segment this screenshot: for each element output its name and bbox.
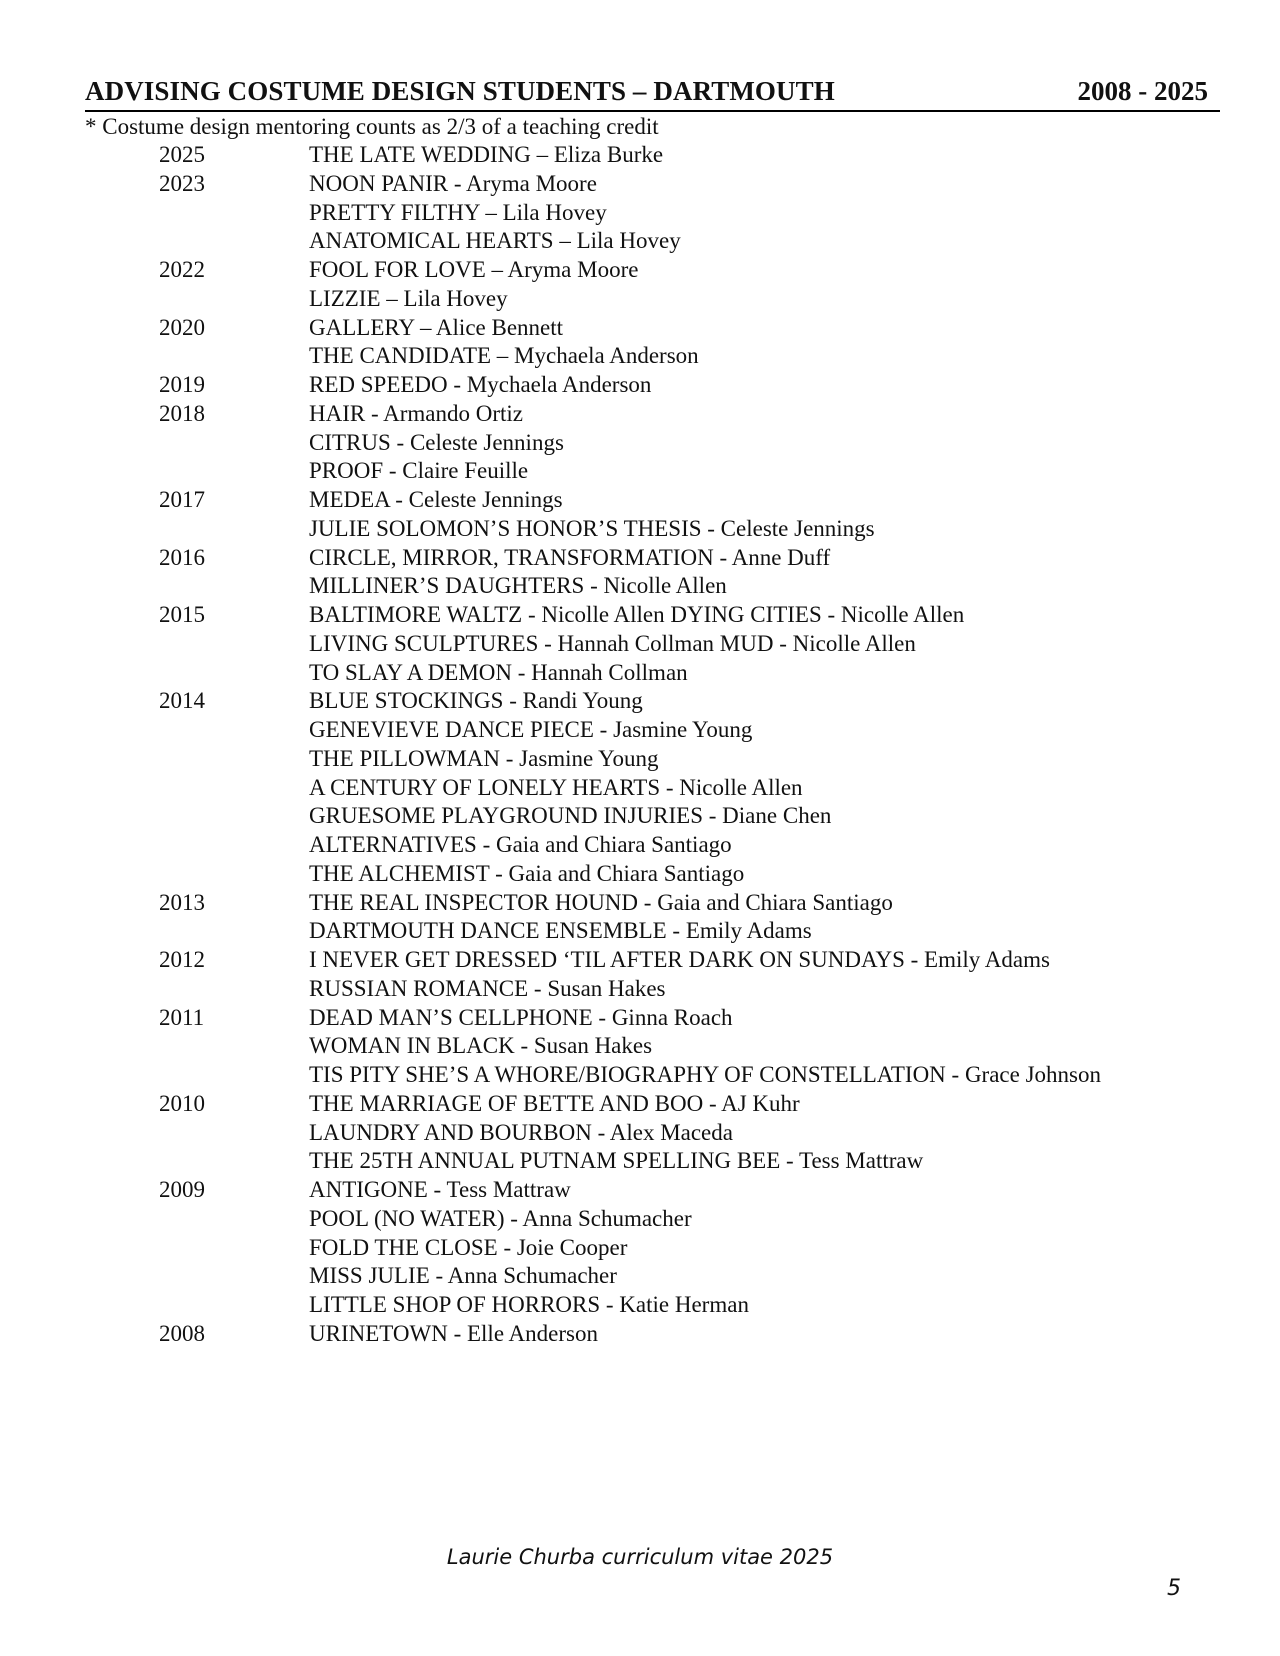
entry-year: 2010: [159, 1090, 205, 1116]
entry-production: DARTMOUTH DANCE ENSEMBLE - Emily Adams: [309, 918, 812, 944]
list-item: [0, 227, 1280, 256]
list-item: [0, 342, 1280, 371]
list-item: [0, 314, 1280, 343]
list-item: [0, 975, 1280, 1004]
entry-production: CITRUS - Celeste Jennings: [309, 429, 564, 455]
entry-production: ALTERNATIVES - Gaia and Chiara Santiago: [309, 832, 732, 857]
list-item: [0, 774, 1280, 803]
entry-production: FOOL FOR LOVE – Aryma Moore: [309, 257, 639, 282]
entry-production: LITTLE SHOP OF HORRORS - Katie Herman: [309, 1292, 749, 1317]
entry-production: GENEVIEVE DANCE PIECE - Jasmine Young: [309, 717, 753, 742]
list-item: [0, 515, 1280, 544]
list-item: [0, 486, 1280, 515]
entry-year: 2025: [159, 142, 205, 167]
list-item: [0, 1061, 1280, 1090]
entry-year: 2013: [159, 889, 205, 915]
entry-production: THE PILLOWMAN - Jasmine Young: [309, 745, 659, 771]
list-item: [0, 687, 1280, 716]
list-item: [0, 371, 1280, 400]
entry-production: DEAD MAN’S CELLPHONE - Ginna Roach: [309, 1004, 733, 1030]
entry-year: 2017: [159, 487, 205, 512]
entry-production: POOL (NO WATER) - Anna Schumacher: [309, 1205, 692, 1231]
entry-production: FOLD THE CLOSE - Joie Cooper: [309, 1234, 628, 1260]
entry-production: I NEVER GET DRESSED ‘TIL AFTER DARK ON SUNDAYS - Emily Adams: [309, 947, 1050, 972]
list-item: [0, 659, 1280, 688]
entry-year: 2019: [159, 372, 205, 397]
entry-production: LAUNDRY AND BOURBON - Alex Maceda: [309, 1119, 733, 1145]
entry-production: RUSSIAN ROMANCE - Susan Hakes: [309, 975, 666, 1001]
entry-production: THE ALCHEMIST - Gaia and Chiara Santiago: [309, 860, 745, 886]
entry-production: THE REAL INSPECTOR HOUND - Gaia and Chiara Santiago: [309, 889, 893, 915]
entry-year: 2023: [159, 170, 205, 196]
list-item: [0, 1176, 1280, 1205]
list-item: [0, 1004, 1280, 1033]
entry-production: NOON PANIR - Aryma Moore: [309, 170, 597, 196]
entry-production: THE MARRIAGE OF BETTE AND BOO - AJ Kuhr: [309, 1090, 800, 1116]
entry-production: HAIR - Armando Ortiz: [309, 400, 523, 426]
entry-production: LIZZIE – Lila Hovey: [309, 285, 508, 311]
entry-production: GALLERY – Alice Bennett: [309, 314, 564, 340]
list-item: [0, 170, 1280, 199]
list-item: [0, 946, 1280, 975]
entry-production: TO SLAY A DEMON - Hannah Collman: [309, 659, 688, 685]
entry-production: LIVING SCULPTURES - Hannah Collman MUD - Nicolle Allen: [309, 630, 916, 656]
entry-year: 2012: [159, 947, 205, 972]
entry-production: URINETOWN - Elle Anderson: [309, 1320, 598, 1346]
list-item: [0, 256, 1280, 285]
advising-list: [0, 141, 1280, 1349]
list-item: [0, 1205, 1280, 1234]
list-item: [0, 429, 1280, 458]
list-item: [0, 831, 1280, 860]
section-title: ADVISING COSTUME DESIGN STUDENTS – DARTMOUTH: [85, 76, 835, 106]
list-item: [0, 544, 1280, 573]
entry-production: MILLINER’S DAUGHTERS - Nicolle Allen: [309, 573, 727, 599]
entry-production: ANTIGONE - Tess Mattraw: [309, 1177, 571, 1202]
entry-production: PROOF - Claire Feuille: [309, 458, 529, 484]
list-item: [0, 802, 1280, 831]
entry-production: BALTIMORE WALTZ - Nicolle Allen DYING CITIES - Nicolle Allen: [309, 602, 965, 627]
entry-production: CIRCLE, MIRROR, TRANSFORMATION - Anne Duff: [309, 544, 831, 570]
entry-year: 2018: [159, 400, 205, 426]
list-item: [0, 889, 1280, 918]
entry-year: 2016: [159, 544, 205, 570]
teaching-credit-note: * Costume design mentoring counts as 2/3 of a teaching credit: [85, 114, 659, 139]
entry-production: THE 25TH ANNUAL PUTNAM SPELLING BEE - Tess Mattraw: [309, 1148, 924, 1174]
entry-year: 2022: [159, 257, 205, 282]
entry-production: GRUESOME PLAYGROUND INJURIES - Diane Chen: [309, 803, 832, 829]
entry-year: 2015: [159, 602, 205, 627]
list-item: [0, 745, 1280, 774]
list-item: [0, 1262, 1280, 1291]
list-item: [0, 199, 1280, 228]
entry-year: 2020: [159, 314, 205, 340]
entry-production: BLUE STOCKINGS - Randi Young: [309, 688, 643, 714]
list-item: [0, 572, 1280, 601]
entry-production: JULIE SOLOMON’S HONOR’S THESIS - Celeste Jennings: [309, 515, 875, 541]
list-item: [0, 1090, 1280, 1119]
section-years: 2008 - 2025: [1077, 76, 1208, 106]
list-item: [0, 1234, 1280, 1263]
list-item: [0, 1320, 1280, 1349]
list-item: [0, 400, 1280, 429]
entry-production: ANATOMICAL HEARTS – Lila Hovey: [309, 228, 681, 254]
list-item: [0, 601, 1280, 630]
entry-production: PRETTY FILTHY – Lila Hovey: [309, 199, 607, 225]
entry-year: 2014: [159, 688, 205, 714]
page-footer: Laurie Churba curriculum vitae 2025: [446, 1545, 834, 1569]
entry-production: MISS JULIE - Anna Schumacher: [309, 1263, 617, 1289]
list-item: [0, 1119, 1280, 1148]
list-item: [0, 630, 1280, 659]
list-item: [0, 457, 1280, 486]
entry-year: 2008: [159, 1320, 205, 1346]
entry-production: WOMAN IN BLACK - Susan Hakes: [309, 1033, 653, 1059]
list-item: [0, 141, 1280, 170]
entry-production: TIS PITY SHE’S A WHORE/BIOGRAPHY OF CONSTELLATION - Grace Johnson: [309, 1062, 1101, 1087]
entry-production: RED SPEEDO - Mychaela Anderson: [309, 372, 652, 397]
list-item: [0, 917, 1280, 946]
list-item: [0, 285, 1280, 314]
list-item: [0, 1291, 1280, 1320]
list-item: [0, 860, 1280, 889]
entry-production: THE CANDIDATE – Mychaela Anderson: [309, 343, 699, 369]
entry-year: 2011: [159, 1004, 205, 1030]
entry-production: A CENTURY OF LONELY HEARTS - Nicolle Allen: [309, 774, 803, 800]
entry-production: MEDEA - Celeste Jennings: [309, 487, 563, 512]
section-header: [85, 76, 1220, 112]
list-item: [0, 716, 1280, 745]
page-number: 5: [1167, 1576, 1181, 1601]
entry-production: THE LATE WEDDING – Eliza Burke: [309, 142, 664, 167]
list-item: [0, 1147, 1280, 1176]
entry-year: 2009: [159, 1177, 205, 1202]
list-item: [0, 1032, 1280, 1061]
